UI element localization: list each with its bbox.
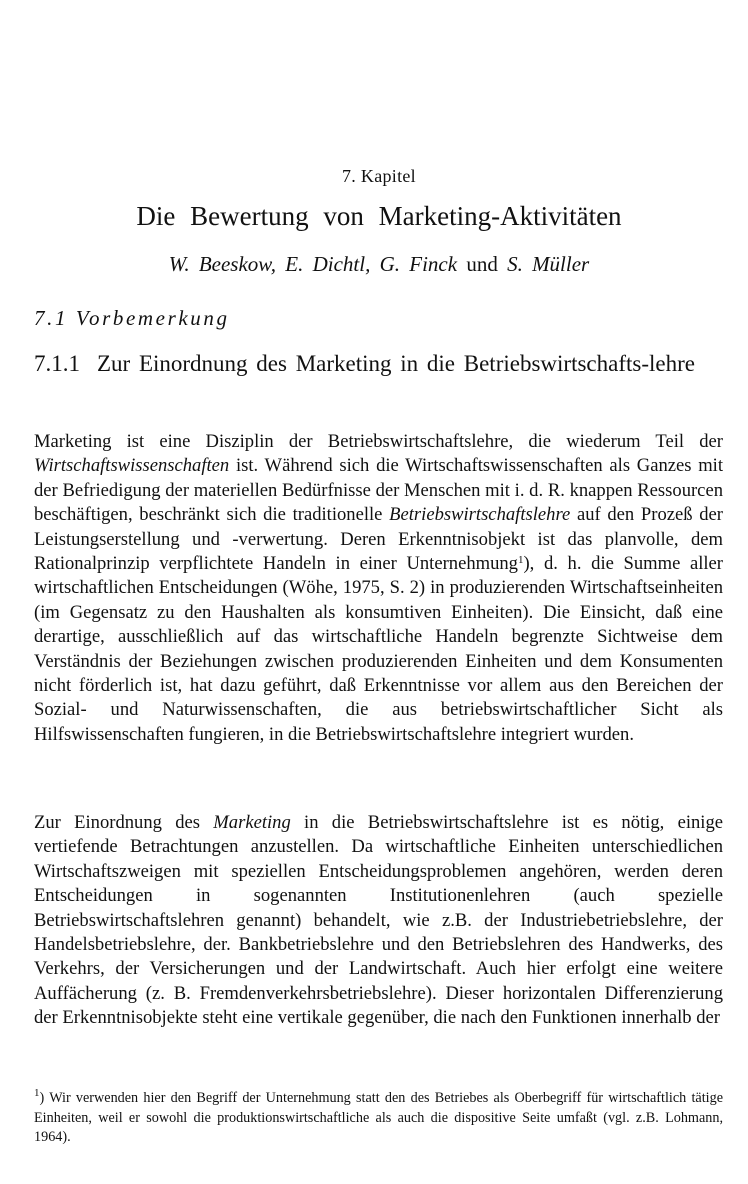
- footnote-text: ) Wir verwenden hier den Begriff der Unternehmung statt den des Betriebes als Oberbegriff für wirtschaftlich tätige Einheiten, weil er sowohl die produktionswirtschaftliche als auch die dispositive Seite umfaßt (vgl. z.B. Lohmann, 1964).: [34, 1090, 723, 1145]
- paragraph-2: [34, 811, 723, 1031]
- chapter-label: 7. Kapitel: [342, 166, 416, 186]
- paragraph-1-text: auf den Prozeß der Leistungserstellung und -verwertung. Deren Erkenntnisobjekt ist das planvolle, dem Rationalprinzip verpflichtete Handeln in einer Unternehmung: [34, 504, 723, 575]
- author-line: [0, 252, 748, 277]
- subsection-title: Zur Einordnung des Marketing in die Betriebswirtschafts-lehre: [97, 351, 695, 376]
- author-finck: G. Finck: [379, 252, 458, 276]
- paragraph-2-text: in die Betriebswirtschaftslehre ist es nötig, einige vertiefende Betrachtungen anzustellen. Da wirtschaftliche Einheiten unterschiedlichen Wirtschaftszweigen mit speziellen Entscheidungsproblemen angehören, werden deren Entscheidungen in sogenannten Institutionenlehren (auch spezielle Betriebswirtschaftslehren genannt) behandelt, wie z.B. der Industriebetriebslehre, der Handelsbetriebslehre, der. Bankbetriebslehre und den Betriebslehren des Handwerks, des Verkehrs, der Versicherungen und der Landwirtschaft. Auch hier erfolgt eine weitere Auffächerung (z. B. Fremdenverkehrsbetriebslehre). Dieser horizontalen Differenzierung der Erkenntnisobjekte steht eine vertikale gegenüber, die nach den Funktionen innerhalb der: [34, 812, 723, 1029]
- footnote-reference: 1: [517, 554, 524, 567]
- paragraph-1-emphasis: Betriebswirtschaftslehre: [389, 504, 571, 526]
- section-heading: 7.1 Vorbemerkung: [34, 306, 230, 330]
- paragraph-2-emphasis: Marketing: [213, 812, 291, 833]
- chapter-title: Die Bewertung von Marketing-Aktivitäten: [136, 201, 622, 231]
- paragraph-1-emphasis: Wirtschaftswissenschaften: [34, 455, 230, 477]
- author-dichtl: E. Dichtl,: [285, 252, 371, 276]
- footnote-marker: 1: [34, 1087, 40, 1099]
- paragraph-1-text: ), d. h. die Summe aller wirtschaftlichen Entscheidungen (Wöhe, 1975, S. 2) in produzierenden Wirtschaftseinheiten (im Gegensatz zu den Haushalten als konsumtiven Einheiten). Die Einsicht, daß eine derartige, ausschließlich auf das wirtschaftliche Handeln begrenzte Sichtweise dem Verständnis der Beziehungen zwischen produzierenden Einheiten und dem Konsumenten nicht förderlich ist, hat dazu geführt, daß Erkenntnisse vor allem aus den Bereichen der Sozial- und Naturwissenschaften, die aus betriebswirtschaftlicher Sicht als Hilfswissenschaften fungieren, in die Betriebswirtschaftslehre integriert wurden.: [34, 553, 723, 745]
- author-conjunction: und: [466, 252, 498, 276]
- author-mueller: S. Müller: [507, 252, 590, 276]
- paragraph-1: [34, 430, 723, 747]
- footnote: [34, 1089, 723, 1148]
- paragraph-1-text: ist. Während sich die Wirtschaftswissenschaften als Ganzes mit der Befriedigung der materiellen Bedürfnisse der Menschen mit i. d. R. knappen Ressourcen beschäftigen, beschränkt sich die traditionelle: [34, 455, 723, 526]
- paragraph-1-text: Marketing ist eine Disziplin der Betriebswirtschaftslehre, die wiederum Teil der: [34, 431, 723, 452]
- paragraph-2-text: Zur Einordnung des: [34, 812, 214, 833]
- subsection-number: 7.1.1: [34, 351, 80, 376]
- author-beeskow: W. Beeskow,: [168, 252, 276, 276]
